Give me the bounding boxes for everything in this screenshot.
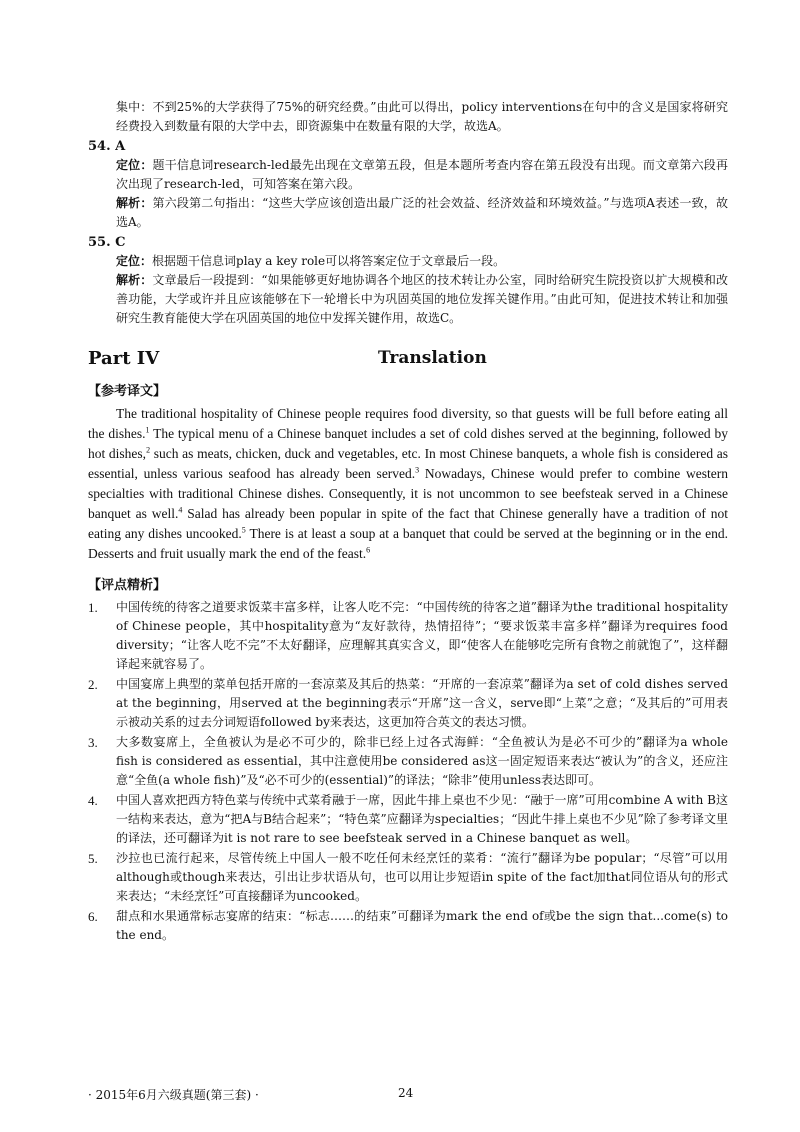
footer-source: · 2015年6月六级真题(第三套) · (88, 1088, 259, 1102)
list-item: 1. 中国传统的待客之道要求饭菜丰富多样，让客人吃不完：“中国传统的待客之道”翻译为the traditional hospitality of Chinese people，其中hospitality意为“友好款待，热情招待”；“要求饭菜丰富多样”翻译为requires food diversity；“让客人吃不完”不太好翻译，应理解其真实含义，即“使客人在能够吃完所有食物之前就饱了”，这样翻译起来就容易了。 (88, 600, 728, 671)
list-item: 4. 中国人喜欢把西方特色菜与传统中式菜肴融于一席，因此牛排上桌也不少见：“融于一席”可用combine A with B这一结构来表达，意为“把A与B结合起来”；“特色菜”应翻译为specialties；“因此牛排上桌也不少见”除了参考译文里的译法，还可翻译为it is not rare to see beefsteak served in a Chinese banquet as well。 (88, 793, 728, 845)
top-paragraph: 集中：不到25%的大学获得了75%的研究经费。”由此可以得出，policy interventions在句中的含义是国家将研究经费投入到数量有限的大学中去，即资源集中在数量有限的大学，故选A。 (116, 100, 728, 133)
page-number: 24 (398, 1086, 414, 1100)
list-item: 2. 中国宴席上典型的菜单包括开席的一套凉菜及其后的热菜：“开席的一套凉菜”翻译为a set of cold dishes served at the beginning，用served at the beginning表示“开席”这一含义，serve即“上菜”之意；“及其后的”可用表示被动关系的过去分词短语followed by来表达，这更加符合英文的表达习惯。 (88, 677, 728, 729)
analysis-notes (88, 598, 728, 945)
answer-54 (88, 138, 728, 232)
reference-translation: The traditional hospitality of Chinese people requires food diversity, so that guests will be full before eating all the dishes.$^1$ The typical menu of a Chinese banquet includes a set of cold dishes served at the beginning, followed by hot dishes,$^2$ such as meats, chicken, duck and vegetables, etc. In most Chinese banquets, a whole fish is considered as essential, unless various seafood has already been served.$^3$ Nowadays, Chinese would prefer to combine western specialties with traditional Chinese dishes. Consequently, it is not uncommon to see beefsteak served in a Chinese banquet as well.$^4$ Salad has already been popular in spite of the fact that Chinese generally have a tradition of not eating any dishes uncooked.$^5$ There is at least a soup at a banquet that could be served at the beginning or in the end. Desserts and fruit usually mark the end of the feast.$^6$ (88, 406, 729, 561)
locate-paragraph: 定位：根据题干信息词play a key role可以将答案定位于文章最后一段。 (116, 254, 506, 268)
list-item: 5. 沙拉也已流行起来，尽管传统上中国人一般不吃任何未经烹饪的菜肴：“流行”翻译为be popular；“尽管”可以用although或though来表达，引出让步状语从句，也可以用让步短语in spite of the fact加that同位语从句的形式来表达；“未经烹饪”可直接翻译为uncooked。 (88, 851, 728, 903)
section-title: Translation (378, 348, 487, 368)
question-number: 55. C (88, 235, 126, 250)
section-header (88, 348, 728, 374)
analysis-heading: 【评点精析】 (88, 578, 167, 593)
part-label: Part IV (88, 348, 160, 369)
question-number: 54. A (88, 139, 126, 154)
list-item: 3. 大多数宴席上，全鱼被认为是必不可少的，除非已经上过各式海鲜：“全鱼被认为是必不可少的”翻译为a whole fish is considered as essential，其中注意使用be considered as这一固定短语来表达“被认为”的含义，还应注意“全鱼(a whole fish)”及“必不可少的(essential)”的译法；“除非”使用unless表达即可。 (88, 735, 728, 787)
page-footer (88, 1086, 728, 1106)
document-body (88, 98, 728, 946)
list-item: 6. 甜点和水果通常标志宴席的结束：“标志……的结束”可翻译为mark the end of或be the sign that...come(s) to the end。 (88, 909, 728, 942)
reference-translation-heading: 【参考译文】 (88, 384, 167, 399)
answer-55 (88, 234, 728, 328)
locate-paragraph: 定位：题干信息词research-led最先出现在文章第五段，但是本题所考查内容在第五段没有出现。而文章第六段再次出现了research-led，可知答案在第六段。 (116, 158, 728, 191)
analysis-paragraph: 解析：第六段第二句指出：“这些大学应该创造出最广泛的社会效益、经济效益和环境效益。”与选项A表述一致，故选A。 (116, 196, 728, 229)
analysis-paragraph: 解析：文章最后一段提到：“如果能够更好地协调各个地区的技术转让办公室，同时给研究生院投资以扩大规模和改善功能，大学或许并且应该能够在下一轮增长中为巩固英国的地位发挥关键作用。”由此可知，促进技术转让和加强研究生教育能使大学在巩固英国的地位中发挥关键作用，故选C。 (116, 273, 728, 325)
